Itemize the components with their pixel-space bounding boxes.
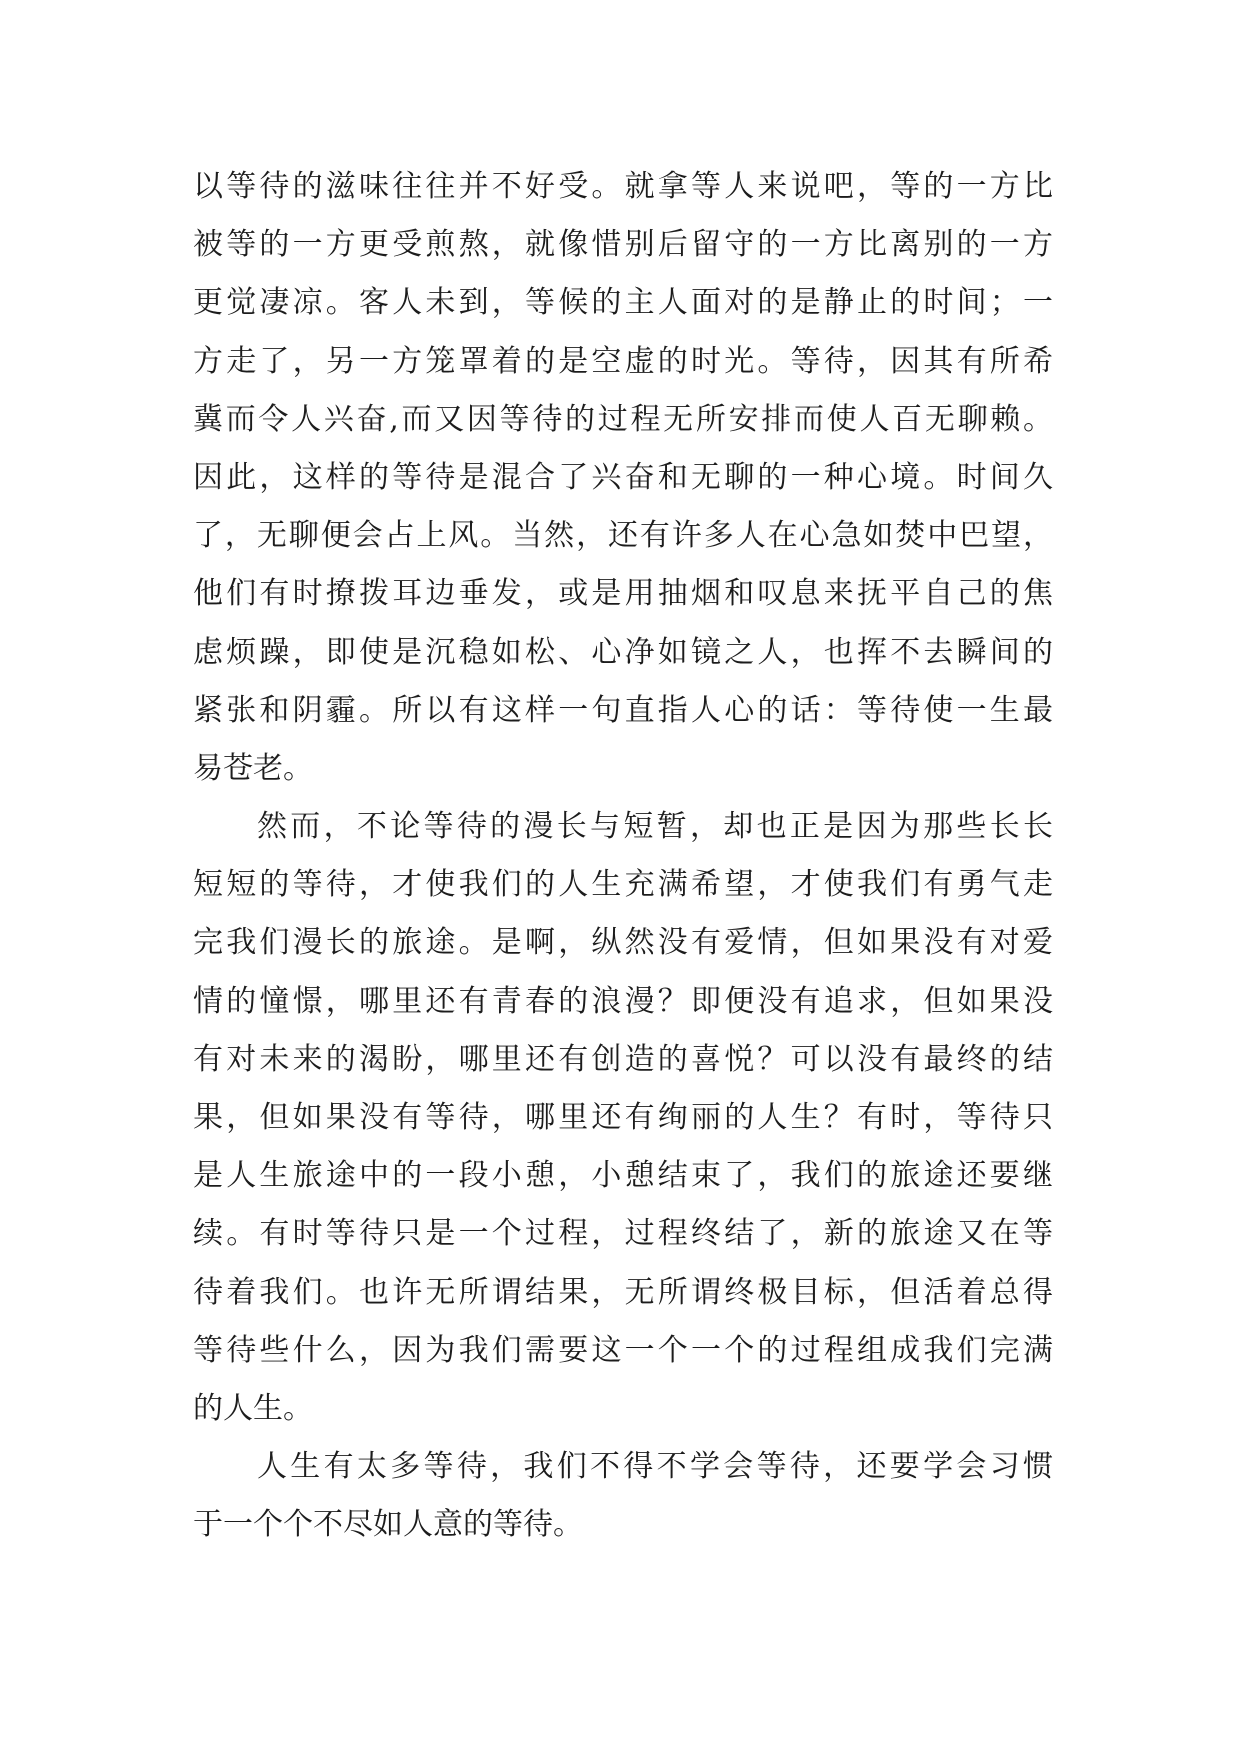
- text-line: 然而，不论等待的漫长与短暂，却也正是因为那些长长: [257, 809, 1053, 845]
- text-line: 因此，这样的等待是混合了兴奋和无聊的一种心境。时间久: [193, 459, 1053, 495]
- body-text: [193, 158, 1053, 1555]
- text-line: 易苍老。: [193, 750, 313, 786]
- text-line: 更觉凄凉。客人未到，等候的主人面对的是静止的时间；一: [193, 285, 1053, 321]
- text-line: 紧张和阴霾。所以有这样一句直指人心的话：等待使一生最: [193, 692, 1053, 728]
- text-line: 完我们漫长的旅途。是啊，纵然没有爱情，但如果没有对爱: [193, 925, 1053, 961]
- text-line: 有对未来的渴盼，哪里还有创造的喜悦？可以没有最终的结: [193, 1041, 1053, 1077]
- text-line: 于一个个不尽如人意的等待。: [193, 1507, 583, 1543]
- text-line: 方走了，另一方笼罩着的是空虚的时光。等待，因其有所希: [193, 343, 1053, 379]
- text-line: 果，但如果没有等待，哪里还有绚丽的人生？有时，等待只: [193, 1100, 1053, 1135]
- text-line: 的人生。: [193, 1390, 313, 1426]
- text-line: 是人生旅途中的一段小憩，小憩结束了，我们的旅途还要继: [193, 1158, 1053, 1194]
- text-line: 被等的一方更受煎熬，就像惜别后留守的一方比离别的一方: [193, 227, 1053, 263]
- text-line: 短短的等待，才使我们的人生充满希望，才使我们有勇气走: [193, 867, 1053, 903]
- text-line: 等待些什么，因为我们需要这一个一个的过程组成我们完满: [193, 1332, 1053, 1368]
- text-line: 了，无聊便会占上风。当然，还有许多人在心急如焚中巴望，: [193, 518, 1053, 554]
- text-line: 冀而令人兴奋,而又因等待的过程无所安排而使人百无聊赖。: [193, 401, 1053, 437]
- text-line: 续。有时等待只是一个过程，过程终结了，新的旅途又在等: [193, 1216, 1053, 1252]
- text-line: 他们有时撩拨耳边垂发，或是用抽烟和叹息来抚平自己的焦: [193, 576, 1053, 612]
- paragraph: [193, 798, 1053, 1438]
- text-line: 虑烦躁，即使是沉稳如松、心净如镜之人，也挥不去瞬间的: [193, 634, 1053, 670]
- text-line: 情的憧憬，哪里还有青春的浪漫？即便没有追求，但如果没: [193, 983, 1053, 1019]
- paragraph: [193, 158, 1053, 798]
- text-line: 待着我们。也许无所谓结果，无所谓终极目标，但活着总得: [193, 1274, 1053, 1310]
- text-line: 以等待的滋味往往并不好受。就拿等人来说吧，等的一方比: [193, 169, 1053, 204]
- text-line: 人生有太多等待，我们不得不学会等待，还要学会习惯: [257, 1449, 1053, 1485]
- paragraph: [193, 1438, 1053, 1554]
